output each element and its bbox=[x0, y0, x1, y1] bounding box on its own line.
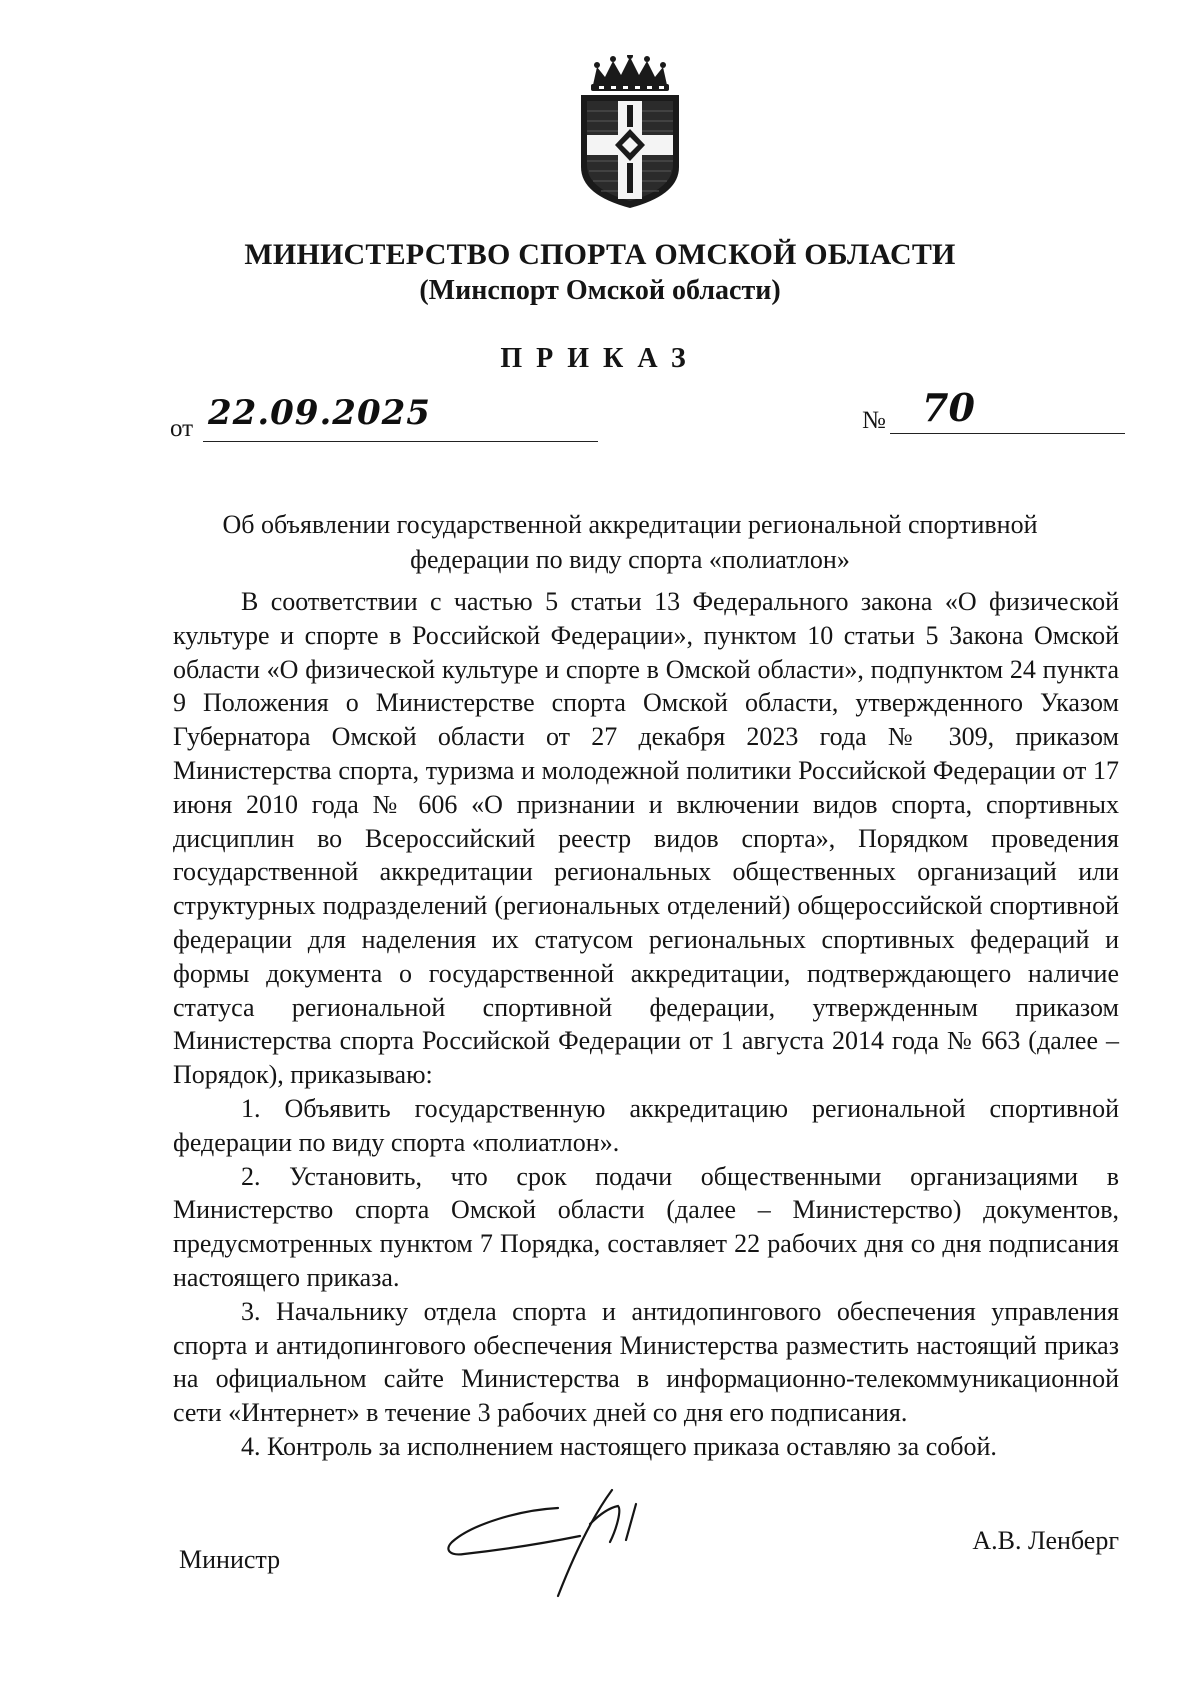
order-item-2: 2. Установить, что срок подачи общественными организациями в Министерство спорта Омской области (далее – Министерство) документов, предусмотренных пунктом 7 Порядка, составляет 22 рабочих дня со дня подписания настоящего приказа. bbox=[173, 1161, 1119, 1292]
document-details bbox=[170, 385, 1070, 443]
coat-of-arms-icon bbox=[575, 55, 685, 210]
document-number: 70 bbox=[922, 385, 975, 430]
document-date: 22.09.2025 bbox=[208, 393, 431, 433]
number-prefix: № bbox=[862, 407, 886, 434]
preamble-paragraph: В соответствии с частью 5 статьи 13 Федерального закона «О физической культуре и спорте в Российской Федерации», пунктом 10 статьи 5 Закона Омской области «О физической культуре и спорте в Омской области», подпунктом 24 пункта 9 Положения о Министерстве спорта Омской области, утвержденного Указом Губернатора Омской области от 27 декабря 2023 года № 309, приказом Министерства спорта, туризма и молодежной политики Российской Федерации от 17 июня 2010 года № 606 «О признании и включении видов спорта, спортивных дисциплин во Всероссийский реестр видов спорта», Порядком проведения государственной аккредитации региональных общественных организаций или структурных подразделений (региональных отделений) общероссийской спортивной федерации для наделения их статусом региональных спортивных федераций и формы документа о государственной аккредитации, подтверждающего наличие статуса региональной спортивной федерации, утвержденным приказом Министерства спорта Российской Федерации от 1 августа 2014 года № 663 (далее – Порядок), приказываю: bbox=[173, 587, 1119, 1090]
date-prefix: от bbox=[170, 415, 194, 442]
order-item-3: 3. Начальнику отдела спорта и антидопингового обеспечения управления спорта и антидопингового обеспечения Министерства разместить настоящий приказ на официальном сайте Министерства в информационно-телекоммуникационной сети «Интернет» в течение 3 рабочих дней со дня его подписания. bbox=[173, 1296, 1119, 1428]
document-type: ПРИКАЗ bbox=[500, 343, 700, 374]
signatory-name: А.В. Ленберг bbox=[972, 1526, 1119, 1555]
ministry-name: МИНИСТЕРСТВО СПОРТА ОМСКОЙ ОБЛАСТИ bbox=[244, 238, 956, 271]
handwritten-signature bbox=[440, 1480, 700, 1600]
signatory-title: Министр bbox=[179, 1545, 281, 1574]
document-body bbox=[173, 585, 1119, 1464]
order-item-1: 1. Объявить государственную аккредитацию региональной спортивной федерации по виду спорта «полиатлон». bbox=[173, 1093, 1119, 1157]
number-underline bbox=[890, 433, 1125, 434]
ministry-short-name: (Минспорт Омской области) bbox=[419, 275, 781, 306]
order-item-4: 4. Контроль за исполнением настоящего приказа оставляю за собой. bbox=[241, 1431, 997, 1461]
date-underline bbox=[203, 441, 598, 442]
document-subject: Об объявлении государственной аккредитации региональной спортивной федерации по виду спорта «полиатлон» bbox=[222, 510, 1038, 574]
